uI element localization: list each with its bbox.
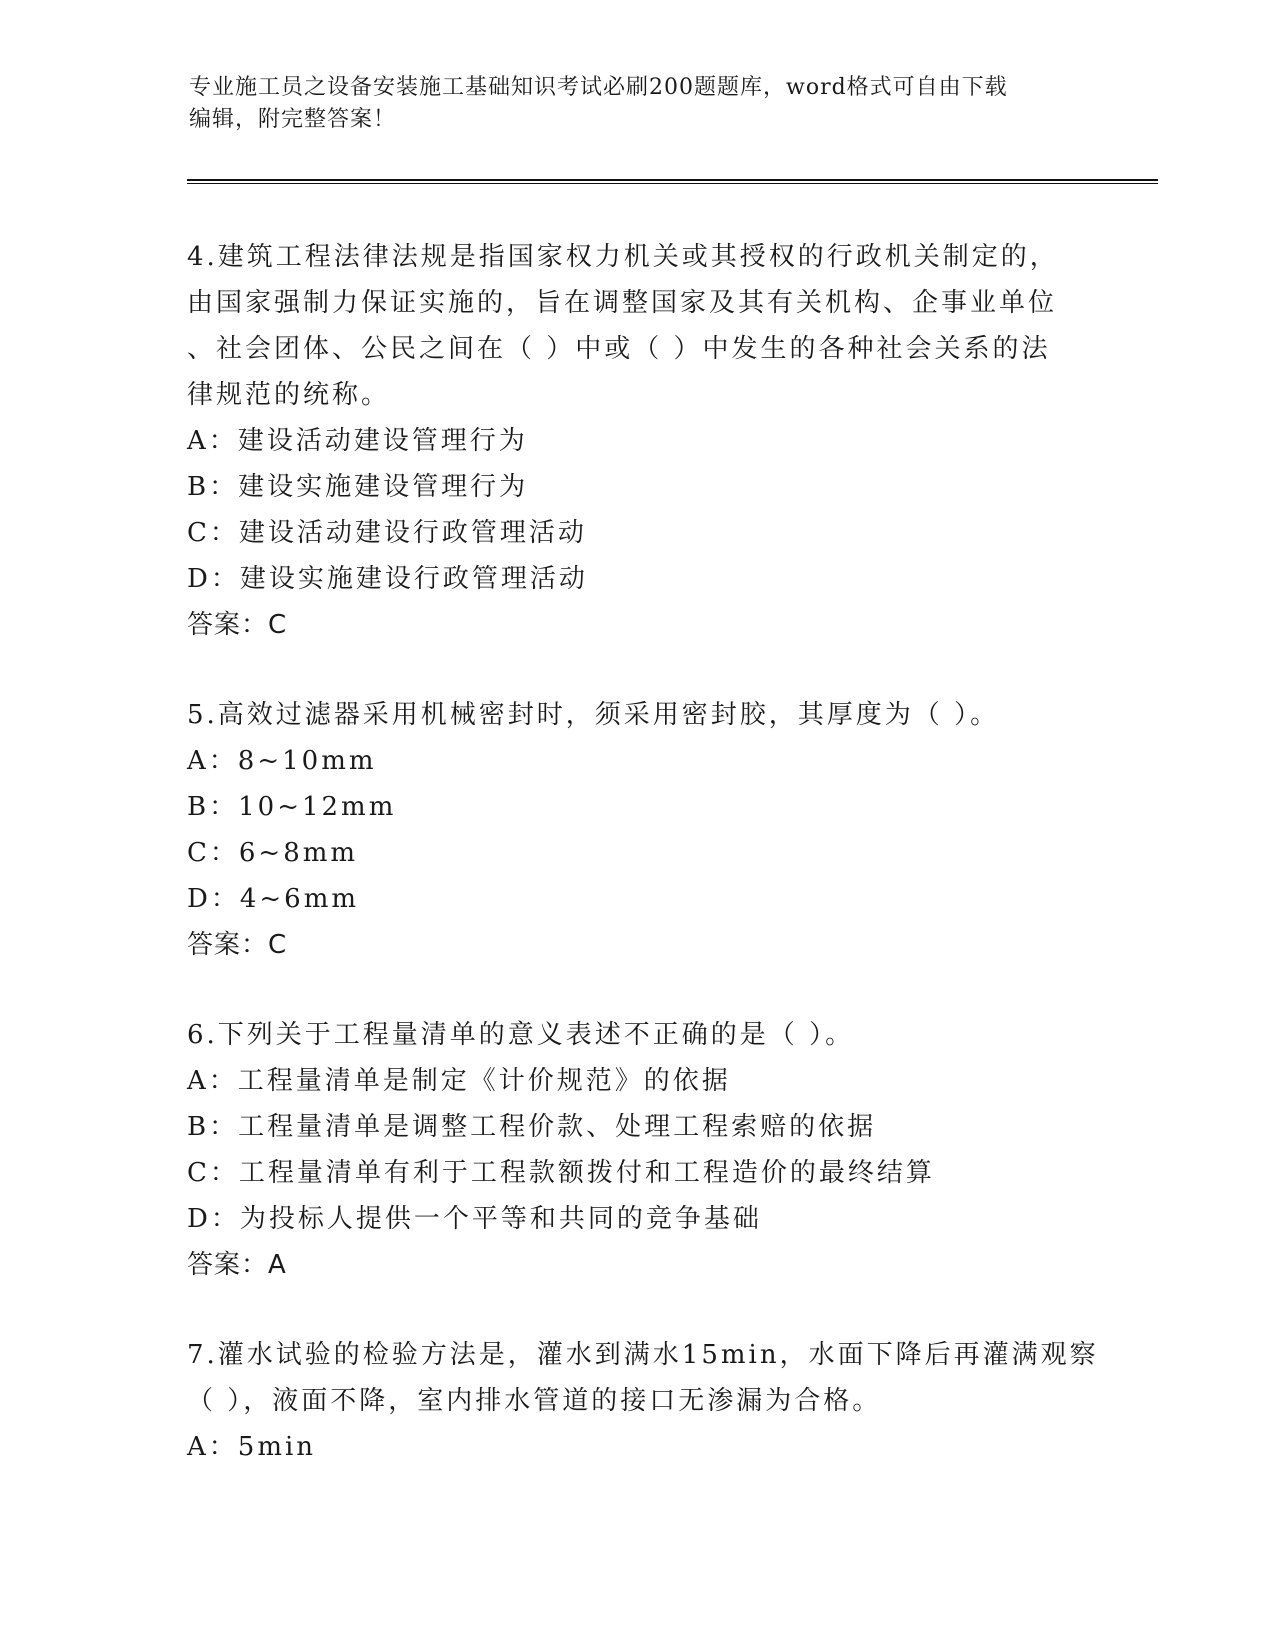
question-5-option-a: A：8~10mm	[187, 746, 377, 776]
question-7	[187, 1332, 1099, 1470]
question-4-option-a: A：建设活动建设管理行为	[187, 426, 528, 456]
question-6-option-c: C：工程量清单有利于工程款额拨付和工程造价的最终结算	[187, 1158, 935, 1188]
question-4-stem-line-3: 、社会团体、公民之间在（ ）中或（ ）中发生的各种社会关系的法	[187, 334, 1051, 364]
header-title-line-2: 编辑，附完整答案！	[189, 107, 397, 132]
question-6-option-a: A：工程量清单是制定《计价规范》的依据	[187, 1066, 731, 1096]
question-spacer	[187, 648, 1087, 692]
question-5-option-b: B：10~12mm	[187, 792, 397, 822]
question-list	[187, 234, 1099, 1470]
header-title-line-1: 专业施工员之设备安装施工基础知识考试必刷200题题库，word格式可自由下载	[189, 75, 1008, 100]
question-6-option-b: B：工程量清单是调整工程价款、处理工程索赔的依据	[187, 1112, 877, 1142]
question-5-option-d: D：4~6mm	[187, 884, 360, 914]
question-5-answer: 答案：C	[187, 930, 288, 960]
question-spacer	[187, 968, 1087, 1012]
question-5-stem-line-1: 5.高效过滤器采用机械密封时，须采用密封胶，其厚度为（ ）。	[187, 700, 1000, 730]
question-7-stem-line-2: （ ），液面不降，室内排水管道的接口无渗漏为合格。	[187, 1386, 882, 1416]
question-4-stem-line-4: 律规范的统称。	[187, 380, 391, 410]
question-6	[187, 1012, 1087, 1288]
header-divider-thin	[187, 183, 1158, 184]
question-4-option-b: B：建设实施建设管理行为	[187, 472, 529, 502]
question-6-stem-line-1: 6.下列关于工程量清单的意义表述不正确的是（ ）。	[187, 1020, 855, 1050]
question-4-answer: 答案：C	[187, 610, 288, 640]
question-4-stem-line-2: 由国家强制力保证实施的，旨在调整国家及其有关机构、企事业单位	[187, 288, 1058, 318]
question-4-stem-line-1: 4.建筑工程法律法规是指国家权力机关或其授权的行政机关制定的，	[187, 242, 1059, 272]
question-spacer	[187, 1288, 1087, 1332]
question-7-stem-line-1: 7.灌水试验的检验方法是，灌水到满水15min，水面下降后再灌满观察	[187, 1340, 1099, 1370]
question-5	[187, 692, 1087, 968]
question-5-option-c: C：6~8mm	[187, 838, 359, 868]
question-4-option-c: C：建设活动建设行政管理活动	[187, 518, 587, 548]
question-4-option-d: D：建设实施建设行政管理活动	[187, 564, 588, 594]
question-7-option-a: A：5min	[187, 1432, 317, 1462]
question-6-answer: 答案：A	[187, 1250, 287, 1280]
document-header	[189, 72, 1089, 136]
question-4	[187, 234, 1087, 648]
header-divider	[187, 179, 1158, 181]
question-6-option-d: D：为投标人提供一个平等和共同的竞争基础	[187, 1204, 762, 1234]
